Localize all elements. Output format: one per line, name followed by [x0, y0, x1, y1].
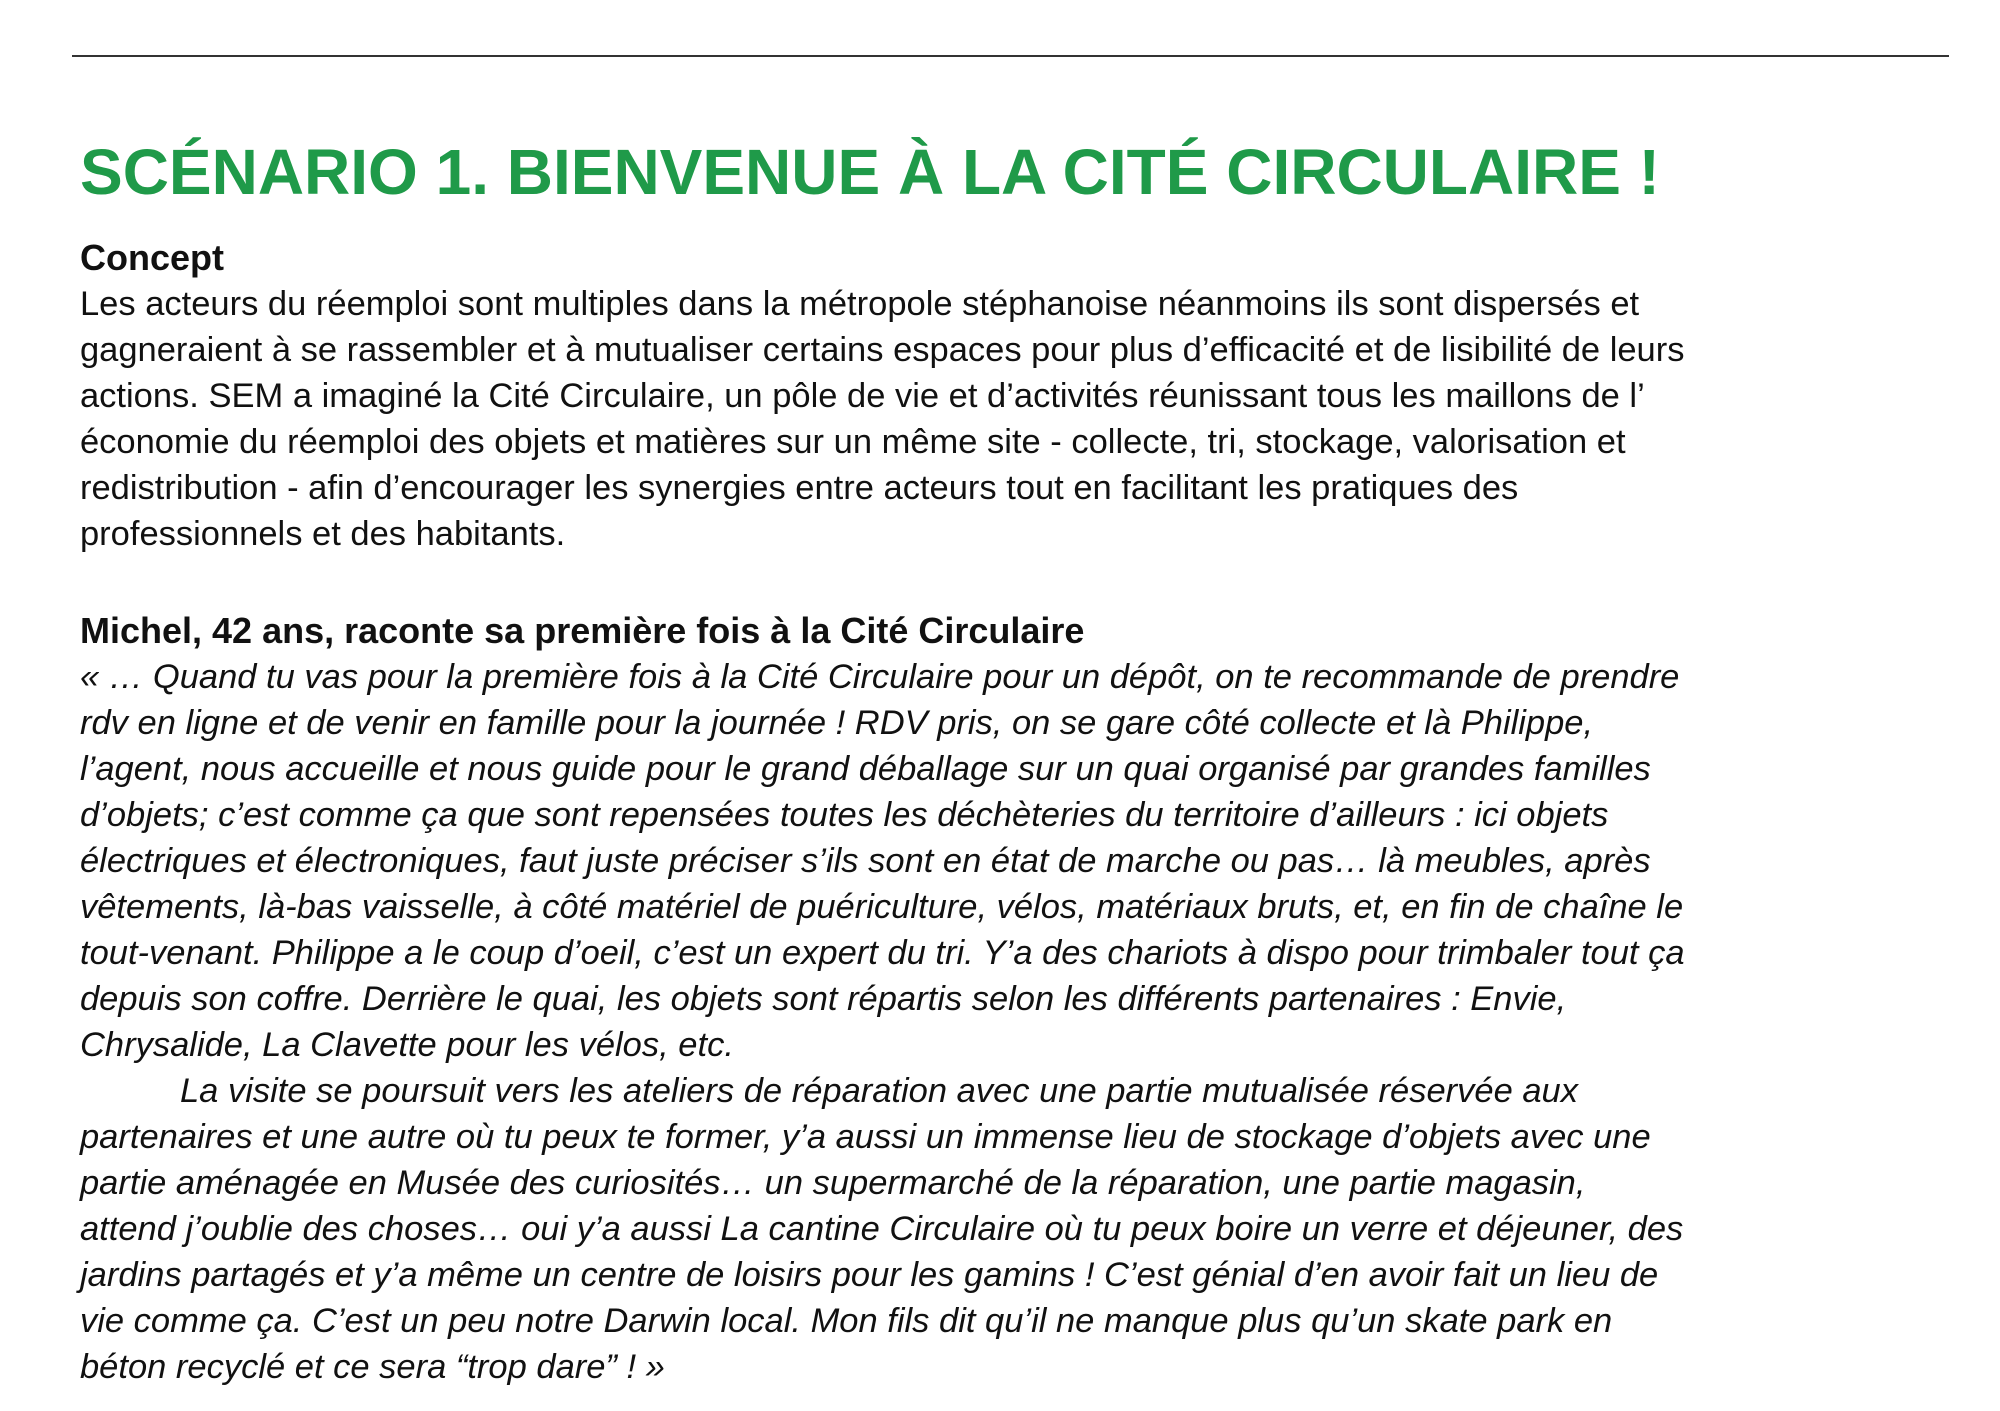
concept-text: Les acteurs du réemploi sont multiples dans la métropole stéphanoise néanmoins ils sont dispersés et gagneraient à se rassembler et à mutualiser certains espaces pour plus d’efficacité et de lisibilité de leurs actions. SEM a imaginé la Cité Circulaire, un pôle de vie et d’activités réunissant tous les maillons de l’ économie du réemploi des objets et matières sur un même site - collecte, tri, stockage, valorisation et redistribution - afin d’encourager les synergies entre acteurs tout en facilitant les pratiques des professionnels et des habitants.	[80, 285, 1685, 553]
top-divider	[72, 55, 1949, 57]
page-title: SCÉNARIO 1. BIENVENUE À LA CITÉ CIRCULAIRE !	[80, 136, 1660, 208]
story-paragraph-1: « … Quand tu vas pour la première fois à la Cité Circulaire pour un dépôt, on te recommande de prendre rdv en ligne et de venir en famille pour la journée ! RDV pris, on se gare côté collecte et là Philippe, l’agent, nous accueille et nous guide pour le grand déballage sur un quai organisé par grandes familles d’objets; c’est comme ça que sont repensées toutes les déchèteries du territoire d’ailleurs : ici objets électriques et électroniques, faut juste préciser s’ils sont en état de marche ou pas… là meubles, après vêtements, là-bas vaisselle, à côté matériel de puériculture, vélos, matériaux bruts, et, en fin de chaîne le tout-venant. Philippe a le coup d’oeil, c’est un expert du tri. Y’a des chariots à dispo pour trimbaler tout ça depuis son coffre. Derrière le quai, les objets sont répartis selon les différents partenaires : Envie, Chrysalide, La Clavette pour les vélos, etc.	[80, 658, 1685, 1064]
concept-heading: Concept	[80, 237, 224, 278]
concept-section	[80, 235, 1940, 557]
story-paragraph-2: La visite se poursuit vers les ateliers de réparation avec une partie mutualisée réservée aux partenaires et une autre où tu peux te former, y’a aussi un immense lieu de stockage d’objets avec une partie aménagée en Musée des curiosités… un supermarché de la réparation, une partie magasin, attend j’oublie des choses… oui y’a aussi La cantine Circulaire où tu peux boire un verre et déjeuner, des jardins partagés et y’a même un centre de loisirs pour les gamins ! C’est génial d’en avoir fait un lieu de vie comme ça. C’est un peu notre Darwin local. Mon fils dit qu’il ne manque plus qu’un skate park en béton recyclé et ce sera “trop dare” ! »	[80, 1072, 1684, 1386]
story-heading: Michel, 42 ans, raconte sa première fois à la Cité Circulaire	[80, 610, 1085, 651]
story-section	[80, 608, 1940, 1390]
